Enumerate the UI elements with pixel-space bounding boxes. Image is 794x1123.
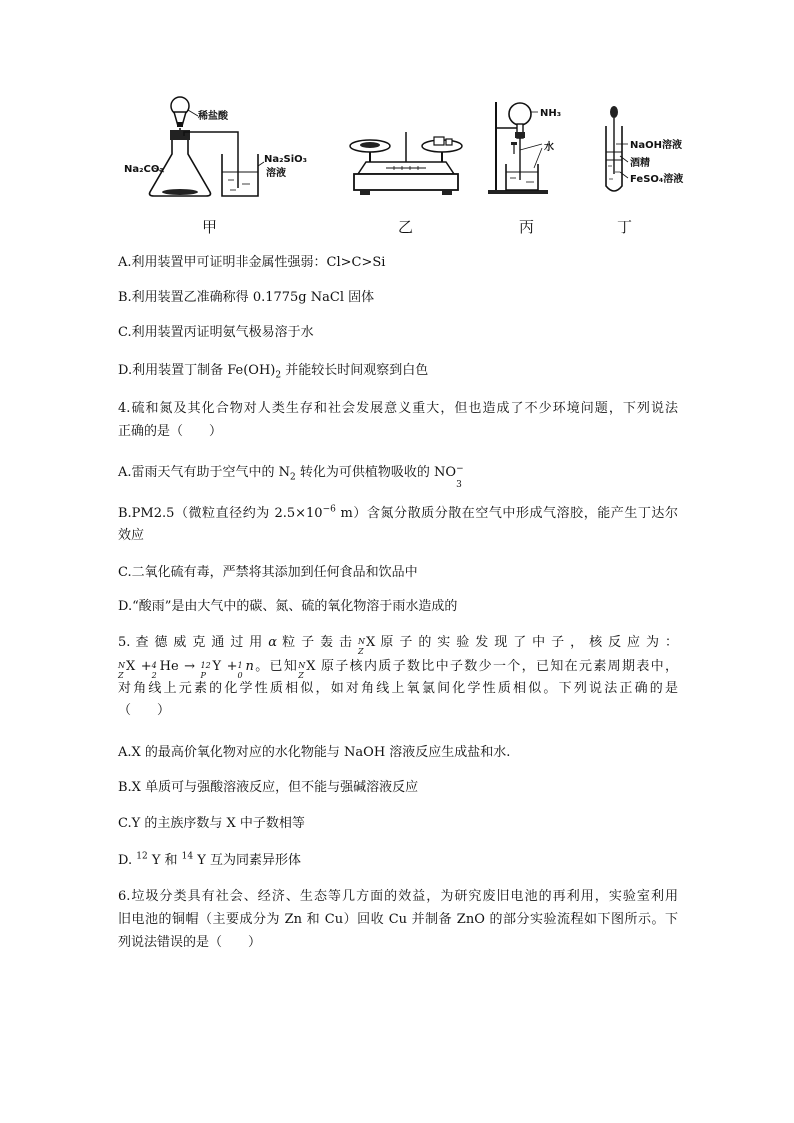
q5-stem-line1: 5. 查 德 威 克 通 过 用 α 粒 子 轰 击 N Z X 原 子 的 实 验 发 现 了 中 子 ， 核 反 应 为 ： bbox=[118, 635, 678, 656]
apparatus-ding bbox=[600, 104, 710, 200]
label-naoh-solution: NaOH溶液 bbox=[630, 140, 682, 151]
q4-stem-line1: 4.硫和氮及其化合物对人类生存和社会发展意义重大，但也造成了不少环境问题，下列说法 bbox=[118, 401, 678, 416]
q6-stem-line1: 6.垃圾分类具有社会、经济、生态等几方面的效益，为研究废旧电池的再利用，实验室利用 bbox=[118, 889, 678, 904]
q4-option-d: D.“酸雨”是由大气中的碳、氮、硫的氧化物溶于雨水造成的 bbox=[118, 599, 458, 614]
label-na2sio3: Na₂SiO₃ bbox=[264, 154, 308, 165]
q5-stem-line4: （ ） bbox=[118, 703, 171, 718]
label-water: 水 bbox=[544, 142, 554, 153]
apparatus-jia bbox=[118, 92, 318, 212]
q3-option-d: D.利用装置丁制备 $Fe(OH)_2$ 并能较长时间观察到白色 bbox=[118, 363, 429, 381]
q5-stem-line3: 对角线上元素的化学性质相似，如对角线上氧氯间化学性质相似。下列说法正确的是 bbox=[118, 681, 678, 696]
label-solution: 溶液 bbox=[266, 168, 286, 179]
label-alcohol: 酒精 bbox=[630, 158, 650, 169]
figure-label-bing: 丙 bbox=[519, 218, 535, 236]
figure-label-jia: 甲 bbox=[202, 218, 218, 236]
q5-option-c: C.Y 的主族序数与 X 中子数相等 bbox=[118, 816, 305, 831]
q6-stem-line2: 旧电池的铜帽（主要成分为 Zn 和 Cu）回收 Cu 并制备 ZnO 的部分实验流程如下图所示。下 bbox=[118, 912, 678, 927]
apparatus-yi-balance bbox=[346, 128, 466, 200]
q5-option-b: B.X 单质可与强酸溶液反应，但不能与强碱溶液反应 bbox=[118, 780, 419, 795]
q4-option-c: C.二氧化硫有毒，严禁将其添加到任何食品和饮品中 bbox=[118, 565, 418, 580]
q4-option-b-line2: 效应 bbox=[118, 528, 145, 543]
q4-option-a: A.雷雨天气有助于空气中的 $N_2$ 转化为可供植物吸收的 NO − 3 bbox=[118, 464, 464, 490]
q4-option-b-line1: B.PM2.5（微粒直径约为 $2.5\times 10^{-6}$ m）含氮分散质分散在空气中形成气溶胶，能产生丁达尔 bbox=[118, 504, 678, 521]
label-feso4-solution: FeSO₄溶液 bbox=[630, 174, 684, 185]
q6-stem-line3: 列说法错误的是（ ） bbox=[118, 935, 262, 950]
q5-option-a: A.X 的最高价氧化物对应的水化物能与 NaOH 溶液反应生成盐和水. bbox=[118, 745, 511, 760]
label-na2co3: Na₂CO₃ bbox=[124, 164, 164, 175]
q3-option-b: B.利用装置乙准确称得 0.1775g NaCl 固体 bbox=[118, 290, 375, 305]
label-dilute-hcl: 稀盐酸 bbox=[198, 111, 228, 122]
q4-stem-line2: 正确的是（ ） bbox=[118, 424, 223, 439]
q3-option-c: C.利用装置丙证明氨气极易溶于水 bbox=[118, 325, 314, 340]
apparatus-bing bbox=[484, 98, 584, 198]
figure-label-yi: 乙 bbox=[398, 218, 414, 236]
q5-stem-line2: N Z X + 4 2 He → 12 P Y + 1 0 n。已知 N Z X 原子核内质子数比中子数少一个，已知在元素周期表中， bbox=[118, 659, 679, 680]
q5-option-d: D. $^{12}$ Y 和 $^{14}$ Y 互为同素异形体 bbox=[118, 851, 301, 868]
q3-option-a: A.利用装置甲可证明非金属性强弱：Cl>C>Si bbox=[118, 255, 386, 270]
figure-label-ding: 丁 bbox=[617, 218, 633, 236]
label-nh3: NH₃ bbox=[540, 108, 562, 119]
